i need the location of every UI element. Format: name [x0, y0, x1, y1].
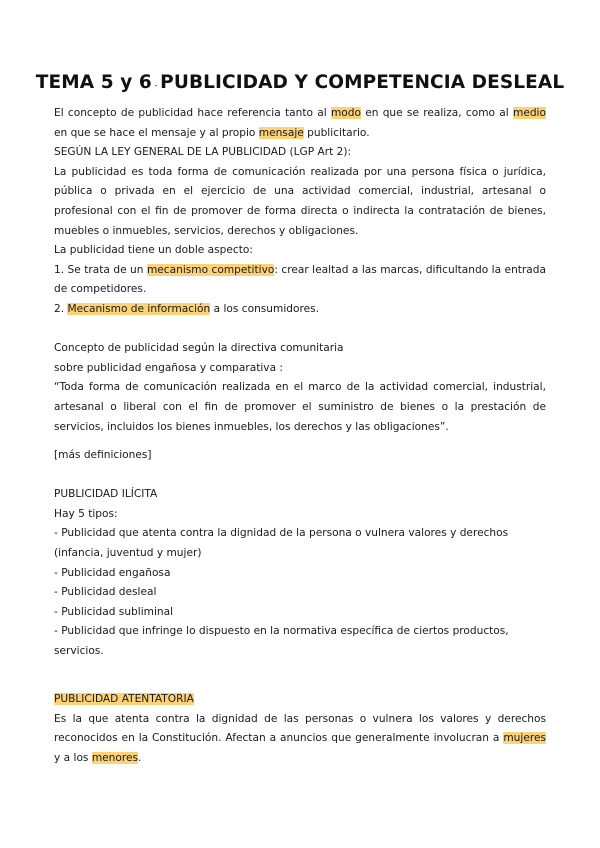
- directive-line-2: sobre publicidad engañosa y comparativa :: [54, 361, 284, 374]
- attentatoria-text-2: y a los: [54, 752, 92, 764]
- type-item-5: - Publicidad que infringe lo dispuesto en la normativa específica de ciertos productos, servicios.: [54, 625, 509, 658]
- law-paragraph: La publicidad es toda forma de comunicación realizada por una persona física o jurídica, pública o privada en el ejercicio de una actividad comercial, industrial, artesanal o profesional con el fin de promover de forma directa o indirecta la contratación de bienes, muebles o inmuebles, servicios, derechos y obligaciones.: [54, 165, 546, 237]
- intro-text-2: en que se realiza, como al: [360, 107, 513, 119]
- highlight-attentatoria-heading: PUBLICIDAD ATENTATORIA: [54, 693, 194, 706]
- types-count: Hay 5 tipos:: [54, 507, 118, 520]
- intro-text-3: en que se hace el mensaje y al propio: [54, 126, 259, 139]
- directive-line-1: Concepto de publicidad según la directiva comunitaria: [54, 342, 344, 355]
- law-heading: SEGÚN LA LEY GENERAL DE LA PUBLICIDAD (LGP Art 2):: [54, 146, 352, 159]
- attentatoria-text-3: .: [138, 752, 142, 764]
- type-item-3: - Publicidad desleal: [54, 586, 157, 599]
- illicit-heading: PUBLICIDAD ILÍCITA: [54, 488, 158, 501]
- intro-text-4: publicitario.: [303, 126, 370, 139]
- spacer: [54, 466, 546, 486]
- page-title: [0, 72, 600, 93]
- title-rest: PUBLICIDAD Y COMPETENCIA DESLEAL: [160, 72, 565, 93]
- title-main: TEMA 5 y 6: [35, 72, 152, 93]
- attentatoria-text-1: Es la que atenta contra la dignidad de las personas o vulnera los valores y derechos reconocidos en la Constitución. Afectan a anuncios que generalmente involucran a: [54, 712, 546, 745]
- aspect1-prefix: 1. Se trata de un: [54, 263, 147, 276]
- aspect-item-1: [54, 261, 546, 300]
- intro-text-1: El concepto de publicidad hace referencia tanto al: [54, 107, 331, 119]
- highlight-medio: medio: [513, 107, 546, 119]
- spacer: [54, 437, 546, 446]
- highlight-mecanismo-competitivo: mecanismo competitivo: [146, 263, 275, 276]
- intro-paragraph: [54, 104, 546, 143]
- aspect1-text: : crear lealtad a las marcas, dificultando la entrada de competidores.: [54, 263, 546, 296]
- type-item-4: - Publicidad subliminal: [54, 605, 174, 618]
- attentatoria-heading: [54, 690, 546, 710]
- document-body: [54, 104, 546, 769]
- spacer: [54, 320, 546, 340]
- highlight-modo: modo: [330, 107, 361, 119]
- type-item-1: - Publicidad que atenta contra la dignidad de la persona o vulnera valores y derechos (infancia, juventud y mujer): [54, 527, 509, 560]
- attentatoria-paragraph: [54, 710, 546, 769]
- title-separator: -: [151, 81, 161, 90]
- aspect2-text: a los consumidores.: [210, 302, 320, 315]
- spacer: [54, 662, 546, 682]
- more-definitions-link[interactable]: [más definiciones]: [54, 449, 152, 462]
- type-item-2: - Publicidad engañosa: [54, 566, 171, 579]
- aspect2-prefix: 2.: [54, 302, 68, 315]
- double-aspect-line: La publicidad tiene un doble aspecto:: [54, 244, 253, 257]
- aspect-item-2: [54, 300, 546, 320]
- directive-quote: “Toda forma de comunicación realizada en el marco de la actividad comercial, industrial, artesanal o liberal con el fin de promover el suministro de bienes o la prestación de servicios, incluidos los bienes inmuebles, los derechos y las obligaciones”.: [54, 381, 546, 433]
- highlight-mujeres: mujeres: [503, 732, 546, 745]
- highlight-mecanismo-informacion: Mecanismo de información: [67, 302, 211, 315]
- spacer: [54, 681, 546, 690]
- highlight-menores: menores: [91, 752, 139, 764]
- highlight-mensaje: mensaje: [258, 126, 304, 139]
